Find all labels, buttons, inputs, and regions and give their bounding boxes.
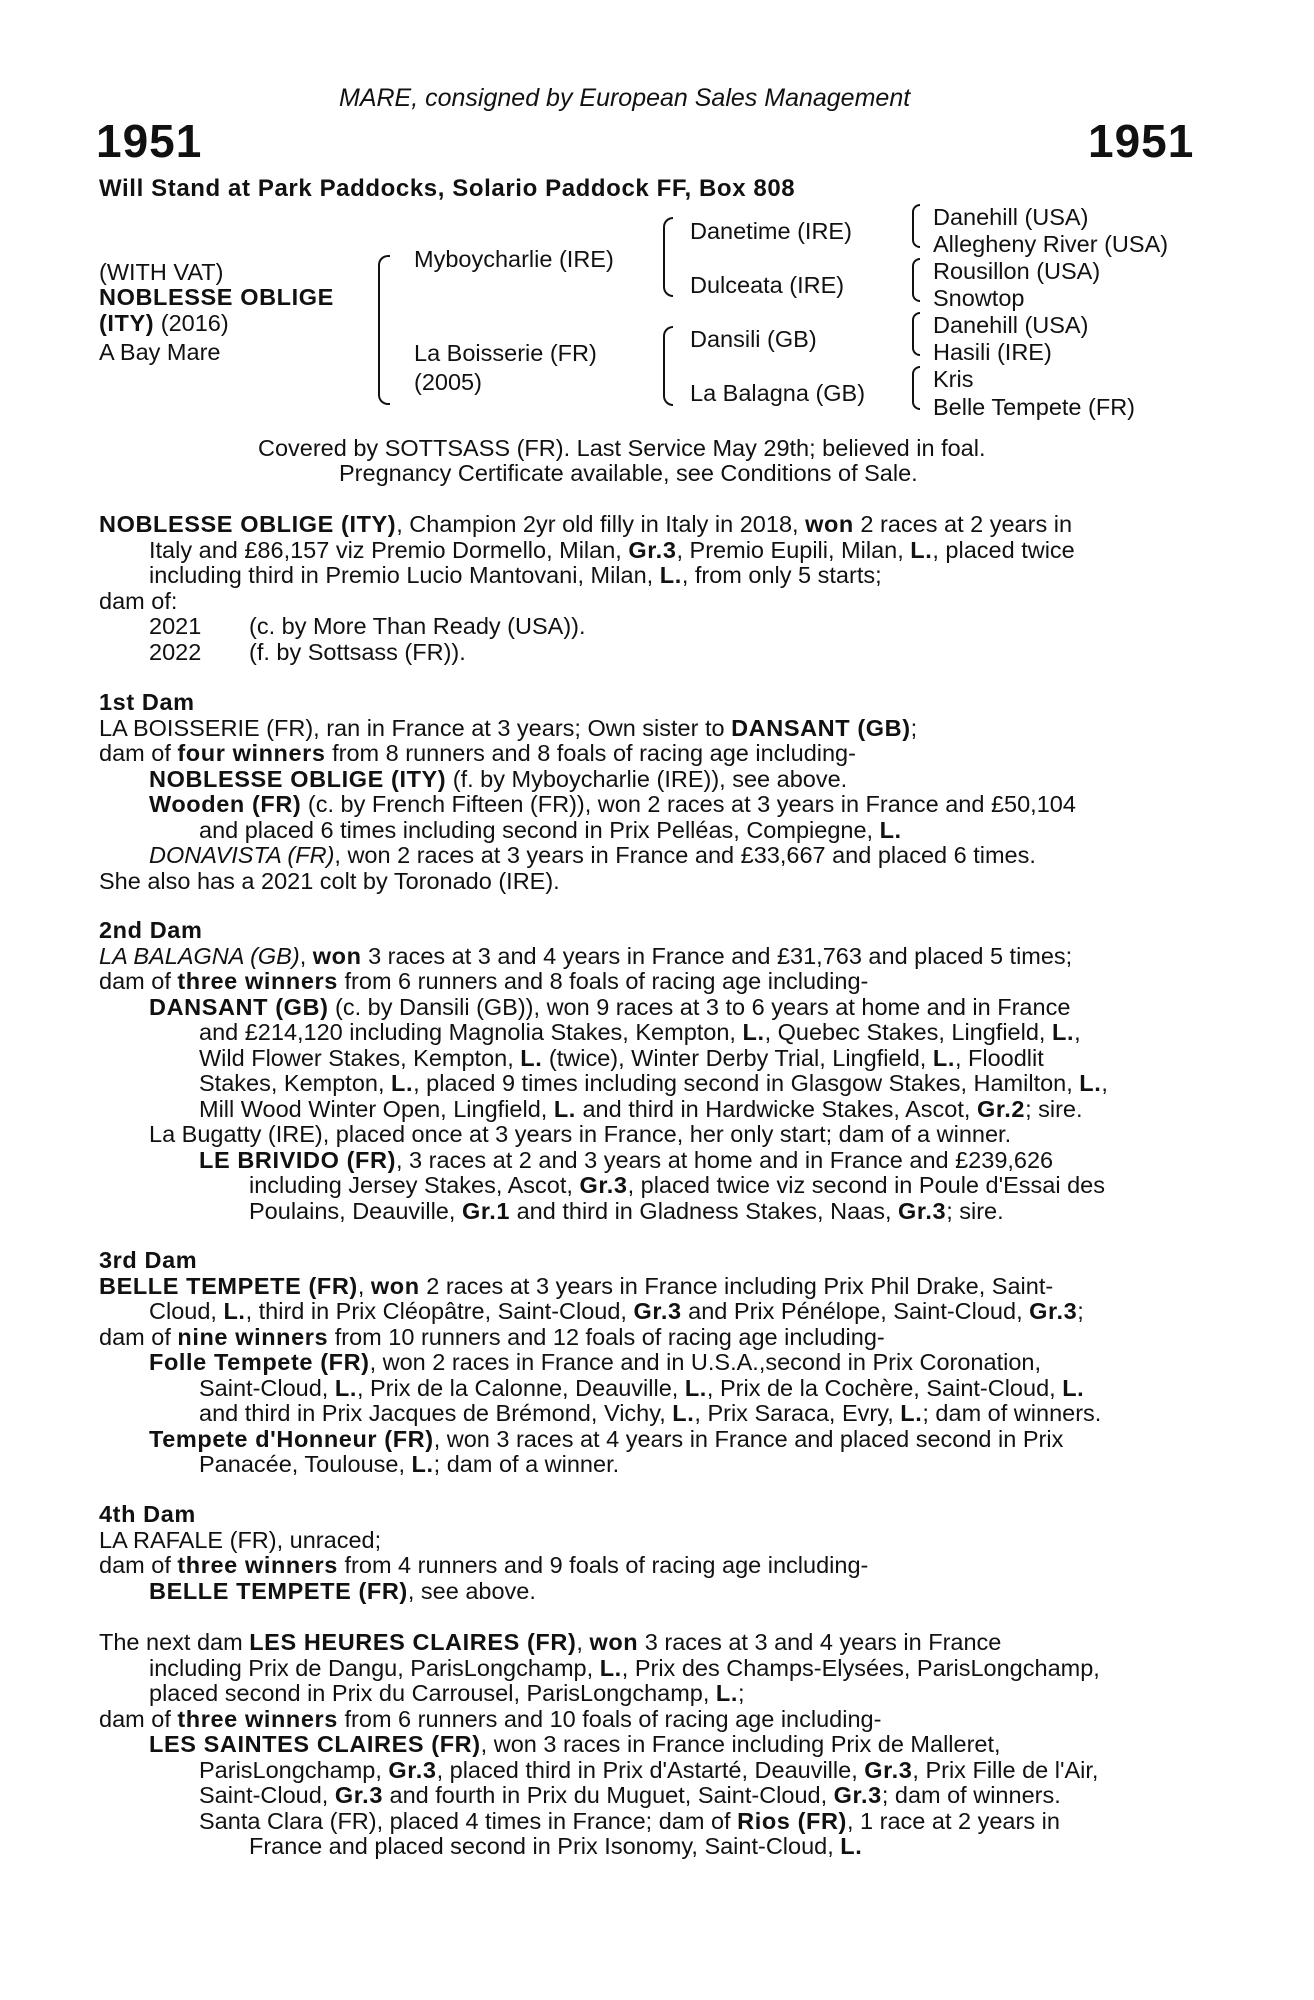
dam-text: Wild Flower Stakes, Kempton,: [199, 1044, 521, 1071]
lot-number-left: 1951: [96, 115, 203, 167]
dam-bold: Rios (FR): [737, 1807, 847, 1834]
horse-name-bold: NOBLESSE OBLIGE (ITY): [99, 511, 397, 537]
dam-line: [99, 716, 1204, 742]
pedigree-brace-main: [378, 255, 390, 405]
dam-bold: L.: [840, 1833, 863, 1859]
dam-bold: three winners: [177, 1552, 338, 1578]
dam-italic: LA BALAGNA (GB): [99, 942, 300, 969]
dam-text: , Floodlit: [954, 1044, 1044, 1071]
dam-bold: L.: [672, 1400, 695, 1426]
dam-text: and £214,120 including Magnolia Stakes, Kempton,: [199, 1019, 743, 1045]
dam-bold: four winners: [177, 740, 326, 766]
pedigree-ssd: Allegheny River (USA): [933, 231, 1169, 257]
dam-bold: Gr.3: [833, 1782, 882, 1808]
pedigree-brace-ds: [912, 312, 920, 356]
dam-bold: won: [589, 1629, 639, 1655]
dam-bold: Wooden (FR): [149, 791, 302, 817]
dam-text: , won 2 races in France and in U.S.A.,second in Prix Coronation,: [369, 1349, 1041, 1375]
dam-bold: L.: [932, 1044, 955, 1071]
fourth-dam-heading: 4th Dam: [99, 1501, 196, 1527]
dam-bold: L.: [391, 1070, 414, 1096]
third-dam-heading: 3rd Dam: [99, 1247, 198, 1273]
listed-bold: L.: [910, 536, 933, 563]
dam-bold: DANSANT (GB): [731, 714, 911, 741]
summary-text: Italy and £86,157 viz Premio Dormello, Milan,: [149, 536, 629, 563]
dam-text: 3 races at 3 and 4 years in France and £31,763 and placed 5 times;: [361, 942, 1073, 969]
dam-text: , placed 9 times including second in Glasgow Stakes, Hamilton,: [413, 1070, 1080, 1096]
dam-text: from 8 runners and 8 foals of racing age including-: [325, 740, 856, 766]
dam-line: [99, 792, 1204, 818]
dam-line: [99, 1325, 1204, 1351]
dam-bold: LE BRIVIDO (FR): [199, 1146, 396, 1173]
lot-number-right: 1951: [1088, 115, 1195, 167]
dam-line: La Bugatty (IRE), placed once at 3 years in France, her only start; dam of a winner.: [149, 1121, 1012, 1147]
fourth-dam-section: [99, 1502, 1204, 1604]
dam-line: [99, 1097, 1204, 1123]
dam-bold: three winners: [177, 1705, 338, 1732]
dam-text: (f. by Myboycharlie (IRE)), see above.: [446, 765, 848, 792]
dam-bold: NOBLESSE OBLIGE (ITY): [149, 765, 447, 792]
dam-text: ; sire.: [1025, 1095, 1083, 1122]
dam-bold: L.: [742, 1019, 765, 1045]
dam-line: [99, 1173, 1204, 1199]
dam-bold: three winners: [177, 968, 338, 994]
dam-text: , third in Prix Cléopâtre, Saint-Cloud,: [245, 1298, 634, 1324]
horse-name: NOBLESSE OBLIGE: [99, 284, 334, 310]
dam-text: ;: [910, 714, 918, 741]
dam-bold: L.: [879, 816, 902, 843]
dam-line: [99, 843, 1204, 869]
dam-text: , Quebec Stakes, Lingfield,: [764, 1019, 1052, 1045]
next-dam-section: [99, 1630, 1204, 1860]
dam-line: [99, 1046, 1204, 1072]
dam-bold: Tempete d'Honneur (FR): [149, 1425, 434, 1452]
dam-line: [99, 1681, 1204, 1707]
produce-text: (c. by More Than Ready (USA)).: [249, 613, 586, 639]
pedigree-sire-sire: Danetime (IRE): [690, 218, 852, 244]
dam-line: [99, 818, 1204, 844]
pedigree-ddd: Belle Tempete (FR): [933, 394, 1135, 420]
dam-text: Poulains, Deauville,: [249, 1197, 462, 1224]
dam-text: ParisLongchamp,: [199, 1756, 389, 1783]
pedigree-brace-dam: [663, 326, 673, 406]
dam-bold: DANSANT (GB): [149, 993, 329, 1020]
dam-text: ,: [299, 942, 313, 969]
dam-line: [99, 1401, 1204, 1427]
dam-text: including Jersey Stakes, Ascot,: [249, 1172, 580, 1198]
dam-text: 2 races at 3 years in France including Prix Phil Drake, Saint-: [419, 1272, 1054, 1299]
pedigree-brace-sire: [663, 217, 673, 297]
first-dam-heading: 1st Dam: [99, 689, 195, 715]
dam-text: , Prix des Champs-Elysées, ParisLongchamp,: [621, 1654, 1100, 1681]
dam-line: [99, 1834, 1204, 1860]
dam-text: , 1 race at 2 years in: [846, 1807, 1060, 1834]
dam-line: [99, 1299, 1204, 1325]
dam-text: , Prix Saraca, Evry,: [694, 1400, 901, 1426]
dam-text: and placed 6 times including second in Prix Pelléas, Compiegne,: [199, 816, 880, 843]
dam-text: from 6 runners and 8 foals of racing age including-: [337, 968, 869, 994]
dam-line: [99, 1376, 1204, 1402]
dam-text: Saint-Cloud,: [199, 1782, 335, 1808]
dam-text: ; dam of winners.: [881, 1782, 1061, 1808]
dam-text: from 4 runners and 9 foals of racing age including-: [337, 1552, 869, 1578]
pedigree-brace-sd: [912, 258, 920, 302]
first-dam-section: [99, 690, 1204, 894]
dam-text: France and placed second in Prix Isonomy, Saint-Cloud,: [249, 1833, 841, 1859]
dam-text: , Prix de la Calonne, Deauville,: [356, 1374, 685, 1401]
dam-bold: L.: [334, 1374, 357, 1401]
pedigree-dam: La Boisserie (FR): [414, 340, 597, 366]
dam-line: [99, 1579, 1204, 1605]
dam-bold: L.: [715, 1680, 739, 1706]
dam-line: [99, 1707, 1204, 1733]
dam-line: [99, 995, 1204, 1021]
dam-bold: Gr.2: [976, 1095, 1026, 1122]
subject-summary: [99, 512, 1204, 665]
dam-text: from 10 runners and 12 foals of racing age including-: [328, 1323, 885, 1350]
pedigree-dds: Kris: [933, 366, 974, 392]
dam-line: [99, 1732, 1204, 1758]
dam-line: [99, 1809, 1204, 1835]
dam-line: [99, 1656, 1204, 1682]
dam-text: ,: [1074, 1019, 1081, 1045]
horse-origin: (ITY): [99, 310, 155, 336]
dam-text: dam of: [99, 1705, 178, 1732]
produce-record: [99, 614, 1204, 640]
dam-text: The next dam: [99, 1629, 250, 1655]
summary-text: , placed twice: [932, 536, 1075, 563]
dam-text: (twice), Winter Derby Trial, Lingfield,: [542, 1044, 933, 1071]
dam-text: Saint-Cloud,: [199, 1374, 335, 1401]
produce-record: [99, 640, 1204, 666]
horse-year: (2016): [154, 310, 229, 336]
dam-text: dam of: [99, 740, 178, 766]
dam-text: ; dam of winners.: [922, 1400, 1102, 1426]
dam-text: ,: [576, 1629, 590, 1655]
dam-line: [99, 1758, 1204, 1784]
dam-text: from 6 runners and 10 foals of racing age including-: [337, 1705, 882, 1732]
dam-text: , won 3 races at 4 years in France and placed second in Prix: [433, 1425, 1064, 1452]
dam-line: [99, 1199, 1204, 1225]
dam-bold: L.: [553, 1095, 576, 1122]
dam-bold: L.: [599, 1654, 622, 1681]
summary-text: including third in Premio Lucio Mantovani, Milan,: [149, 562, 660, 588]
dam-bold: LES HEURES CLAIRES (FR): [249, 1629, 577, 1655]
dam-text: ;: [1077, 1298, 1084, 1324]
dam-text: , Prix Fille de l'Air,: [912, 1756, 1099, 1783]
produce-text: (f. by Sottsass (FR)).: [249, 638, 466, 665]
dam-line: [99, 1020, 1204, 1046]
dam-of-label: dam of:: [99, 587, 178, 614]
dam-bold: nine winners: [177, 1323, 329, 1350]
dam-text: dam of: [99, 1323, 178, 1350]
dam-text: and Prix Pénélope, Saint-Cloud,: [681, 1298, 1030, 1324]
dam-bold: Gr.3: [864, 1756, 913, 1783]
second-dam-section: [99, 918, 1204, 1224]
dam-text: ; sire.: [946, 1197, 1004, 1224]
dam-line: [99, 1427, 1204, 1453]
dam-text: ; dam of a winner.: [433, 1451, 620, 1477]
dam-bold: L.: [684, 1374, 707, 1401]
dam-text: , won 2 races at 3 years in France and £33,667 and placed 6 times.: [334, 842, 1036, 868]
dam-text: ;: [738, 1680, 745, 1706]
dam-text: Panacée, Toulouse,: [199, 1451, 412, 1477]
vat-label: (WITH VAT): [99, 259, 224, 285]
dam-text: and third in Hardwicke Stakes, Ascot,: [575, 1095, 977, 1122]
dam-text: , placed twice viz second in Poule d'Essai des: [627, 1172, 1105, 1198]
pedigree-dam-dam: La Balagna (GB): [690, 380, 866, 406]
horse-origin-year: [99, 311, 229, 337]
dam-text: , placed third in Prix d'Astarté, Deauville,: [436, 1756, 865, 1783]
dam-line: She also has a 2021 colt by Toronado (IRE).: [99, 867, 560, 894]
summary-text: 2 races at 2 years in: [853, 511, 1073, 537]
dam-bold: BELLE TEMPETE (FR): [149, 1577, 408, 1604]
dam-text: , Prix de la Cochère, Saint-Cloud,: [706, 1374, 1063, 1401]
dam-text: (c. by Dansili (GB)), won 9 races at 3 to 6 years at home and in France: [328, 993, 1071, 1020]
summary-text: , from only 5 starts;: [681, 562, 882, 588]
produce-year: 2021: [149, 613, 202, 639]
pedigree-brace-ss: [912, 204, 920, 248]
dam-bold: Gr.3: [1029, 1298, 1078, 1324]
pedigree-dss: Danehill (USA): [933, 312, 1089, 338]
dam-bold: Gr.3: [334, 1782, 383, 1808]
summary-text: , Premio Eupili, Milan,: [676, 536, 911, 563]
pedigree-sss: Danehill (USA): [933, 204, 1089, 230]
pedigree-sire-dam: Dulceata (IRE): [690, 272, 845, 298]
dam-bold: L.: [223, 1298, 246, 1324]
dam-line: [99, 969, 1204, 995]
pedigree-sire: Myboycharlie (IRE): [414, 246, 614, 272]
dam-text: including Prix de Dangu, ParisLongchamp,: [149, 1654, 600, 1681]
dam-bold: Gr.3: [579, 1172, 628, 1198]
dam-bold: Folle Tempete (FR): [149, 1349, 370, 1375]
dam-bold: won: [312, 942, 362, 969]
dam-line: [99, 1452, 1204, 1478]
produce-year: 2022: [149, 638, 202, 665]
won-bold: won: [805, 511, 854, 537]
dam-bold: Gr.3: [633, 1298, 682, 1324]
dam-bold: BELLE TEMPETE (FR): [99, 1272, 358, 1299]
dam-bold: L.: [1062, 1374, 1085, 1401]
summary-line: [99, 538, 1204, 564]
dam-bold: L.: [900, 1400, 923, 1426]
dam-text: dam of: [99, 1552, 178, 1578]
dam-line: [99, 1071, 1204, 1097]
dam-bold: L.: [1051, 1019, 1075, 1045]
dam-text: ,: [1101, 1070, 1108, 1096]
dam-bold: Gr.1: [461, 1197, 511, 1224]
dam-italic: DONAVISTA (FR): [149, 842, 335, 868]
dam-line: LA RAFALE (FR), unraced;: [99, 1526, 382, 1553]
summary-line: [99, 563, 1204, 589]
dam-bold: L.: [411, 1451, 434, 1477]
second-dam-heading: 2nd Dam: [99, 917, 203, 943]
dam-text: LA BOISSERIE (FR), ran in France at 3 years; Own sister to: [99, 714, 732, 741]
consignment-line: MARE, consigned by European Sales Management: [339, 84, 911, 112]
dam-text: , won 3 races in France including Prix de Malleret,: [480, 1731, 1001, 1757]
dam-text: Stakes, Kempton,: [199, 1070, 392, 1096]
dam-line: [99, 944, 1204, 970]
dam-text: placed second in Prix du Carrousel, ParisLongchamp,: [149, 1680, 716, 1706]
pedigree-dsd: Hasili (IRE): [933, 339, 1052, 365]
dam-bold: LES SAINTES CLAIRES (FR): [149, 1731, 481, 1757]
dam-bold: Gr.3: [388, 1756, 437, 1783]
dam-text: , see above.: [407, 1577, 536, 1604]
dam-text: ,: [357, 1272, 371, 1299]
pedigree-dam-year: (2005): [414, 369, 482, 395]
dam-text: Mill Wood Winter Open, Lingfield,: [199, 1095, 554, 1122]
grade-bold: Gr.3: [628, 536, 677, 563]
dam-line: [99, 1553, 1204, 1579]
dam-line: [99, 1783, 1204, 1809]
stand-location: Will Stand at Park Paddocks, Solario Paddock FF, Box 808: [99, 175, 796, 202]
dam-bold: won: [370, 1272, 420, 1299]
dam-line: [99, 1148, 1204, 1174]
dam-text: Santa Clara (FR), placed 4 times in France; dam of: [199, 1807, 738, 1834]
dam-line: [99, 741, 1204, 767]
listed-bold: L.: [659, 562, 682, 588]
summary-line: [99, 512, 1204, 538]
pedigree-dam-sire: Dansili (GB): [690, 326, 817, 352]
covered-line-1: Covered by SOTTSASS (FR). Last Service May 29th; believed in foal.: [258, 435, 986, 461]
horse-description: A Bay Mare: [99, 339, 221, 365]
pedigree-sds: Rousillon (USA): [933, 258, 1101, 284]
dam-text: dam of: [99, 968, 178, 994]
dam-text: , 3 races at 2 and 3 years at home and in France and £239,626: [396, 1146, 1054, 1173]
dam-bold: Gr.3: [898, 1197, 947, 1224]
dam-text: (c. by French Fifteen (FR)), won 2 races at 3 years in France and £50,104: [301, 791, 1076, 817]
dam-line: [99, 1630, 1204, 1656]
dam-text: and third in Prix Jacques de Brémond, Vichy,: [199, 1400, 673, 1426]
third-dam-section: [99, 1248, 1204, 1478]
summary-text: , Champion 2yr old filly in Italy in 2018,: [396, 511, 806, 537]
dam-line: [99, 1274, 1204, 1300]
dam-text: and fourth in Prix du Muguet, Saint-Cloud,: [383, 1782, 834, 1808]
dam-text: Cloud,: [149, 1298, 224, 1324]
dam-text: and third in Gladness Stakes, Naas,: [510, 1197, 899, 1224]
dam-text: 3 races at 3 and 4 years in France: [638, 1629, 1002, 1655]
pedigree-sdd: Snowtop: [933, 285, 1025, 311]
dam-bold: L.: [1079, 1070, 1102, 1096]
pedigree-brace-dd: [912, 366, 920, 410]
dam-line: [99, 767, 1204, 793]
dam-line: [99, 1350, 1204, 1376]
covered-line-2: Pregnancy Certificate available, see Conditions of Sale.: [339, 460, 918, 486]
dam-bold: L.: [520, 1044, 543, 1071]
